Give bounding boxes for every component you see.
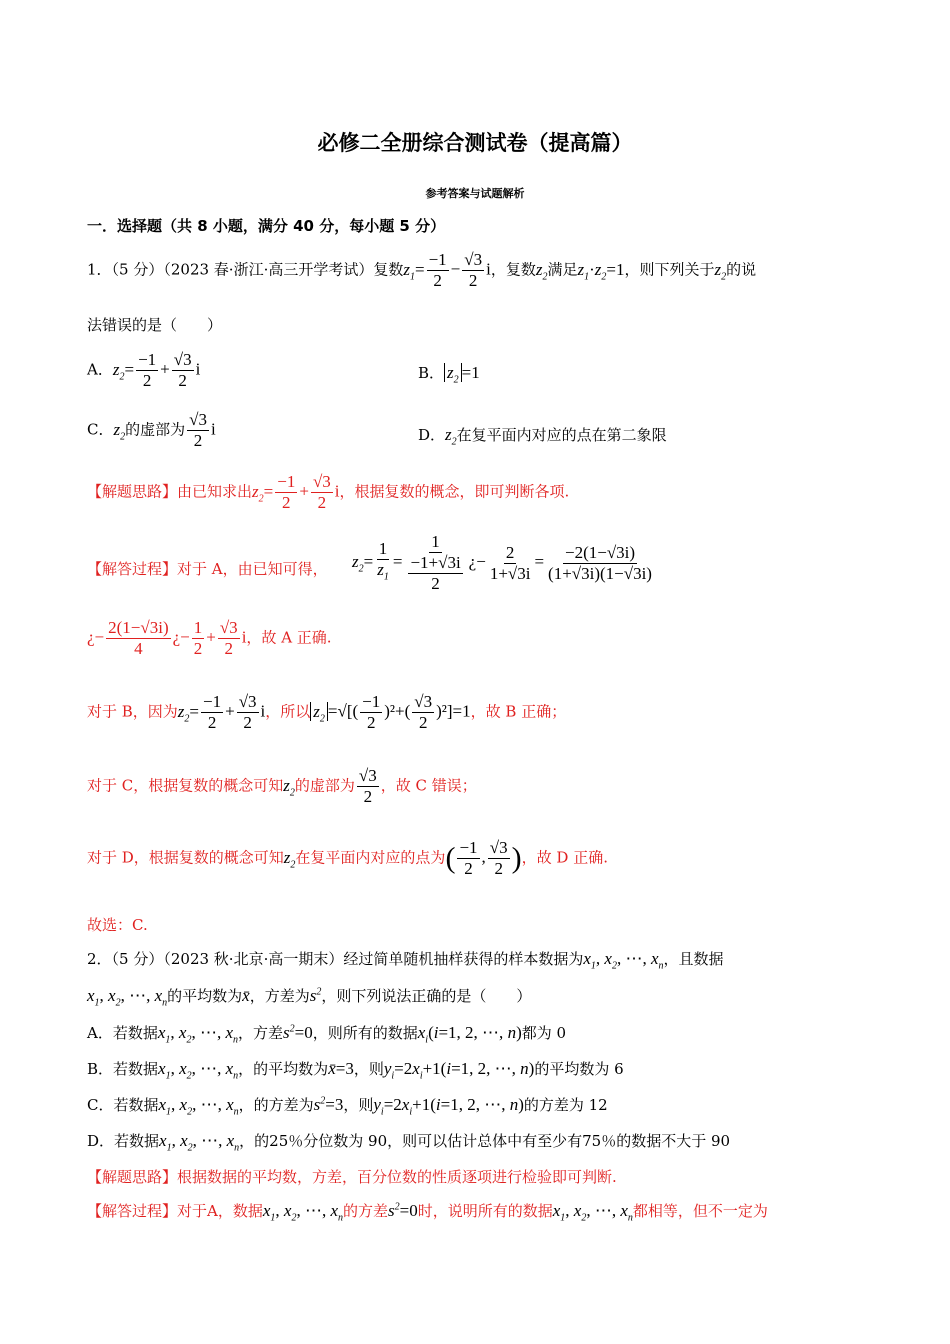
q2-option-a: A．若数据$x_1$, $x_2$, ⋯, $x_n$，方差$s^2=0$，则所有的数据$x_i(i=1$, 2, ⋯, n)都为 0	[87, 1023, 567, 1046]
q2-stem-line2: $x_1$, $x_2$, ⋯, $x_n$的平均数为x̄，方差为$s^2$，则下列说法正确的是（ ）	[87, 986, 532, 1009]
q1-answer: 故选：C.	[87, 916, 148, 934]
q1-stem: 1．（5 分）（2023 春·浙江·高三开学考试）复数$z_1=$ $\frac{-1}{2}$ − $\frac{√3}{2}$ i，复数$z_2$满足$z_1\cdot z_2=1$，则下列关于$z_2$的说	[87, 250, 757, 290]
q1-check-c: 对于 C，根据复数的概念可知$z_2$的虚部为 $\frac{√3}{2}$ ，故 C 错误；	[87, 766, 477, 806]
q1-option-c: C．$z_2$的虚部为 $\frac{√3}{2}$ i	[87, 410, 216, 450]
q1-formula-2: ¿− $\frac{2(1-√3i)}{4}$ ¿− $\frac{1}{2}$ + $\frac{√3}{2}$ i，故 A 正确.	[87, 618, 332, 658]
q1-stem-line2: 法错误的是（ ）	[87, 316, 223, 334]
q2-option-b: B．若数据$x_1$, $x_2$, ⋯, $x_n$，的平均数为x̄=3，则$y_i=2x_i+1(i=1$, 2, ⋯, n)的平均数为 6	[87, 1059, 624, 1082]
q2-option-d: D．若数据$x_1$, $x_2$, ⋯, $x_n$，的25％分位数为 90，则可以估计总体中有至少有75％的数据不大于 90	[87, 1131, 731, 1154]
page-subtitle: 参考答案与试题解析	[425, 187, 525, 200]
page-title: 必修二全册综合测试卷（提高篇）	[317, 131, 633, 155]
q1-option-b: B． $z_2 =1$	[418, 363, 480, 386]
q1-solution-process-tag: 【解答过程】对于 A，由已知可得，	[87, 560, 328, 578]
q2-solution-idea: 【解题思路】根据数据的平均数，方差，百分位数的性质逐项进行检验即可判断.	[87, 1168, 617, 1186]
q2-option-c: C．若数据$x_1$, $x_2$, ⋯, $x_n$，的方差为$s^2=3$，则$y_i=2x_i+1(i=1$, 2, ⋯, n)的方差为 12	[87, 1095, 608, 1118]
q1-solution-idea: 【解题思路】由已知求出$z_2=$ $\frac{-1}{2}$ + $\frac{√3}{2}$ i，根据复数的概念，即可判断各项.	[87, 472, 570, 512]
q2-stem: 2．（5 分）（2023 秋·北京·高一期末）经过简单随机抽样获得的样本数据为$x_1$, $x_2$, ⋯, $x_n$，且数据	[87, 949, 724, 972]
q1-check-d: 对于 D，根据复数的概念可知$z_2$在复平面内对应的点为( $\frac{-1}{2}$ , $\frac{√3}{2}$ )，故 D 正确.	[87, 838, 608, 878]
q1-check-b: 对于 B，因为$z_2=$ $\frac{-1}{2}$ + $\frac{√3}{2}$ i，所以 $z_2$ =√[( $\frac{-1}{2}$ )²+( $\frac{√3}{2}$ )²]=1，故 B 正确；	[87, 692, 567, 732]
q2-solution-process: 【解答过程】对于A，数据$x_1$, $x_2$, ⋯, $x_n$的方差$s^2=0$时，说明所有的数据$x_1$, $x_2$, ⋯, $x_n$都相等，但不一定为	[87, 1201, 768, 1224]
section-heading: 一．选择题（共 8 小题，满分 40 分，每小题 5 分）	[87, 217, 446, 235]
q1-option-a: A．$z_2=$ $\frac{-1}{2}$ + $\frac{√3}{2}$ i	[87, 350, 201, 390]
q1-option-d: D．$z_2$在复平面内对应的点在第二象限	[418, 425, 667, 448]
q1-formula-1: $z_2=$ $\frac{1}{z_1}$ = $\frac{1}{\frac{-1+√3i}{2}}$ ¿− $\frac{2}{1+√3i}$ = $\frac{-2(1-√3i)}{(1+√3i)(1-√3i)}$	[352, 532, 652, 593]
